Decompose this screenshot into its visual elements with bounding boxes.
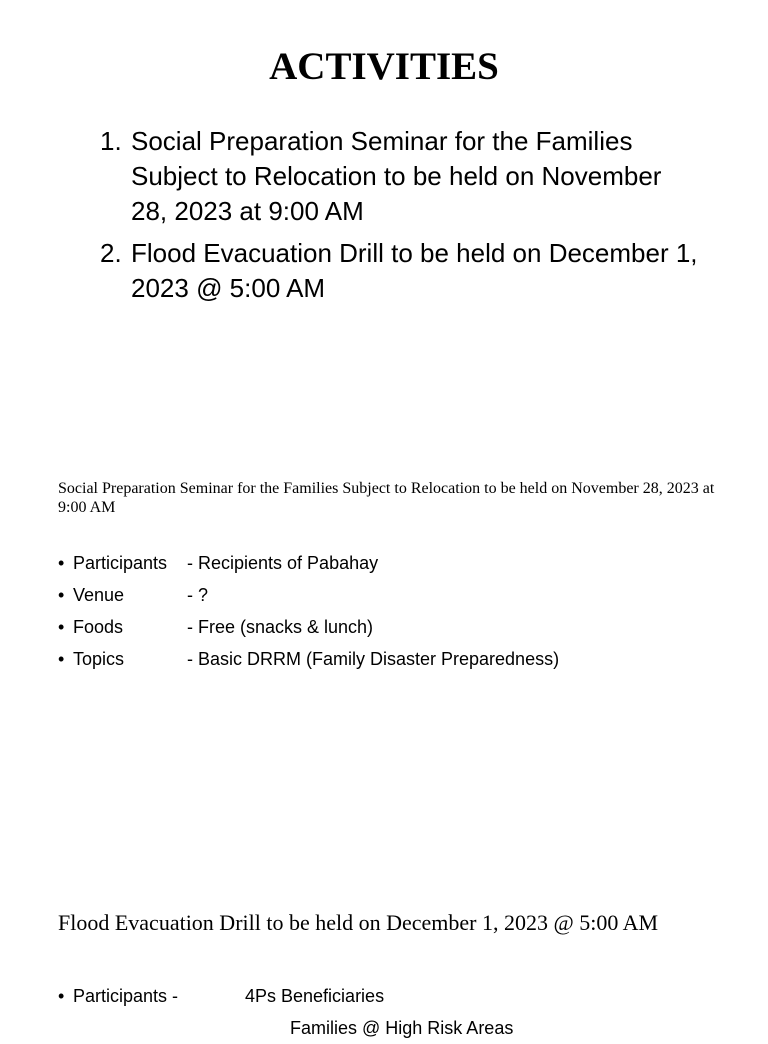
activity-text: Flood Evacuation Drill to be held on December 1, 2023 @ 5:00 AM [131,238,698,303]
activity-list [100,124,700,313]
detail-row-participants [58,547,738,579]
detail-value: - Basic DRRM (Family Disaster Preparedness) [187,649,560,669]
bullet: • [58,986,65,1006]
bullet: • [58,617,65,637]
detail-value: - Recipients of Pabahay [187,553,379,573]
detail-row-participants [58,980,738,1012]
detail-label: Venue [73,585,125,605]
list-item [100,124,700,229]
detail-label: Participants [73,553,168,573]
detail-row-foods [58,611,738,643]
bullet: • [58,585,65,605]
list-number: 1. [100,126,122,156]
detail-value: - Free (snacks & lunch) [187,617,374,637]
drill-extra-line: Families @ High Risk Areas [290,1018,514,1038]
drill-heading: Flood Evacuation Drill to be held on December 1, 2023 @ 5:00 AM [58,910,659,935]
seminar-heading: Social Preparation Seminar for the Families Subject to Relocation to be held on November 28, 2023 at 9:00 AM [58,480,715,516]
detail-row-topics [58,643,738,675]
drill-details [58,980,738,1012]
bullet: • [58,649,65,669]
detail-label: Topics [73,649,125,669]
page-title: ACTIVITIES [269,45,499,88]
activity-text: Social Preparation Seminar for the Families Subject to Relocation to be held on November 28, 2023 at 9:00 AM [131,126,662,226]
detail-value: 4Ps Beneficiaries [245,986,385,1006]
list-item [100,236,700,306]
list-number: 2. [100,238,122,268]
detail-row-venue [58,579,738,611]
detail-value: - ? [187,585,209,605]
detail-label: Foods [73,617,124,637]
detail-label: Participants - [73,986,179,1006]
seminar-details [58,547,738,675]
bullet: • [58,553,65,573]
